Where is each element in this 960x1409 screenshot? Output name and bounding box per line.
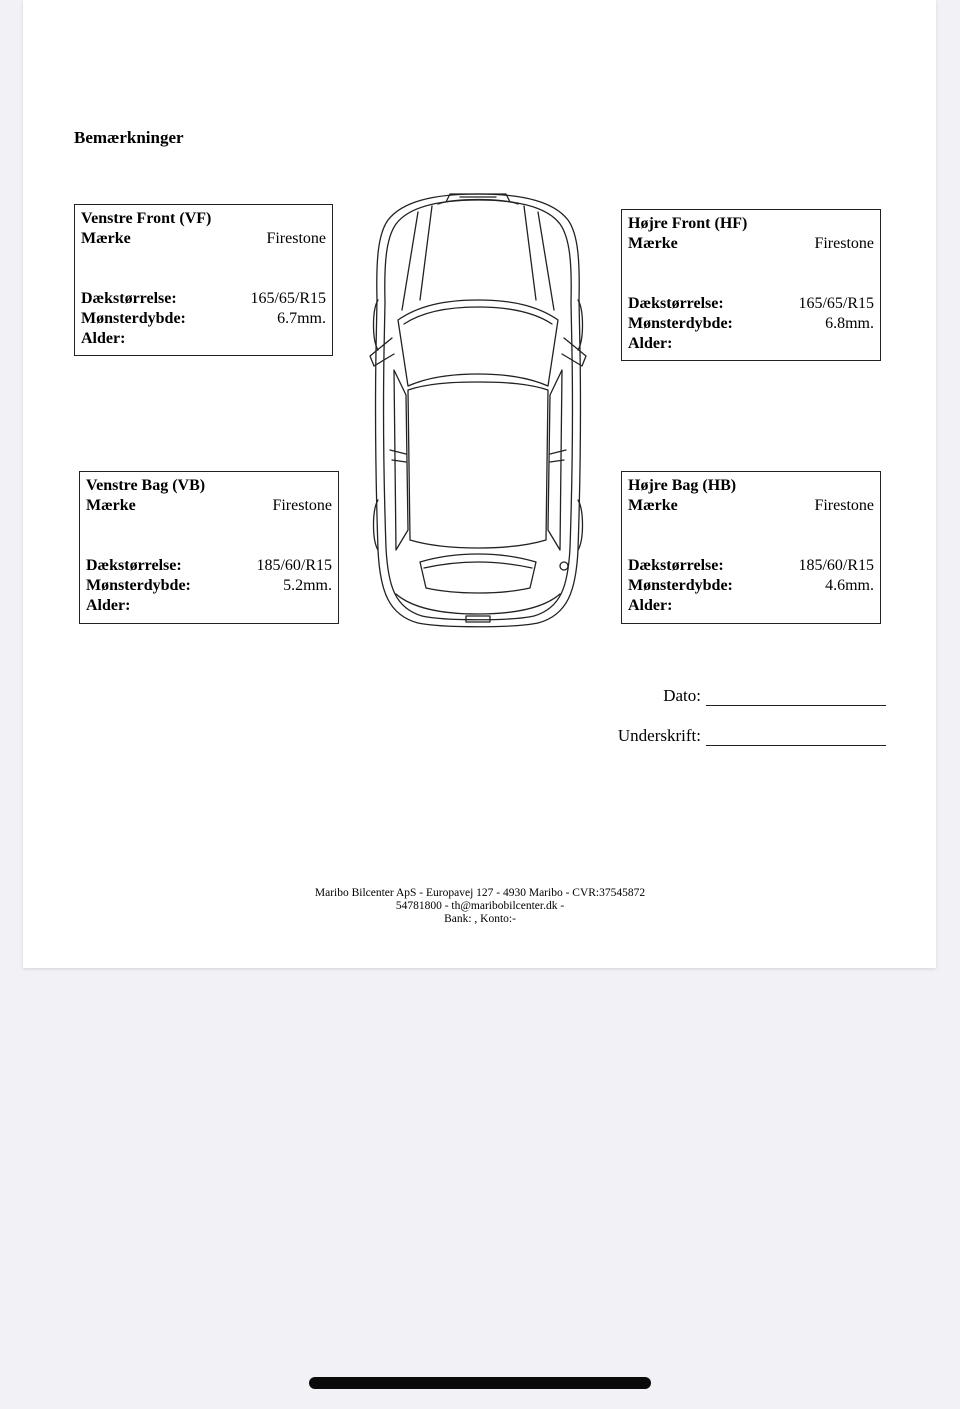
company-footer — [0, 887, 960, 926]
date-label: Dato: — [663, 686, 701, 705]
age-label: Alder: — [81, 330, 126, 347]
brand-value: Firestone — [266, 230, 326, 247]
depth-label: Mønsterdybde: — [628, 315, 733, 332]
size-value: 185/60/R15 — [798, 557, 874, 574]
tire-box-hojre-bag — [621, 471, 881, 624]
tire-box-venstre-bag — [79, 471, 339, 624]
brand-label: Mærke — [628, 497, 678, 514]
brand-value: Firestone — [814, 235, 874, 252]
brand-label: Mærke — [86, 497, 136, 514]
age-label: Alder: — [628, 597, 673, 614]
car-top-view-icon — [362, 190, 594, 630]
brand-value: Firestone — [814, 497, 874, 514]
tire-title: Højre Front (HF) — [628, 215, 748, 232]
tire-box-venstre-front — [74, 204, 333, 356]
depth-value: 6.8mm. — [825, 315, 874, 332]
footer-line-1: Maribo Bilcenter ApS - Europavej 127 - 4930 Maribo - CVR:37545872 — [314, 887, 646, 899]
signature-field — [618, 726, 886, 746]
date-field — [663, 686, 886, 706]
page-title: Bemærkninger — [74, 128, 184, 147]
depth-value: 5.2mm. — [283, 577, 332, 594]
tire-title: Venstre Front (VF) — [81, 210, 212, 227]
depth-value: 4.6mm. — [825, 577, 874, 594]
depth-label: Mønsterdybde: — [628, 577, 733, 594]
size-value: 165/65/R15 — [250, 290, 326, 307]
depth-label: Mønsterdybde: — [86, 577, 191, 594]
signature-label: Underskrift: — [617, 726, 701, 745]
home-indicator[interactable] — [309, 1377, 651, 1389]
depth-label: Mønsterdybde: — [81, 310, 186, 327]
size-value: 185/60/R15 — [256, 557, 332, 574]
size-label: Dækstørrelse: — [86, 557, 182, 574]
brand-value: Firestone — [272, 497, 332, 514]
footer-line-3: Bank: , Konto:- — [444, 913, 516, 925]
footer-line-2: 54781800 - th@maribobilcenter.dk - — [395, 900, 565, 912]
tire-box-hojre-front — [621, 209, 881, 361]
age-label: Alder: — [86, 597, 131, 614]
date-line — [706, 689, 886, 706]
size-value: 165/65/R15 — [798, 295, 874, 312]
size-label: Dækstørrelse: — [628, 295, 724, 312]
age-label: Alder: — [628, 335, 673, 352]
size-label: Dækstørrelse: — [81, 290, 177, 307]
signature-line — [706, 729, 886, 746]
brand-label: Mærke — [628, 235, 678, 252]
brand-label: Mærke — [81, 230, 131, 247]
tire-title: Venstre Bag (VB) — [86, 477, 206, 494]
depth-value: 6.7mm. — [277, 310, 326, 327]
tire-title: Højre Bag (HB) — [628, 477, 737, 494]
size-label: Dækstørrelse: — [628, 557, 724, 574]
